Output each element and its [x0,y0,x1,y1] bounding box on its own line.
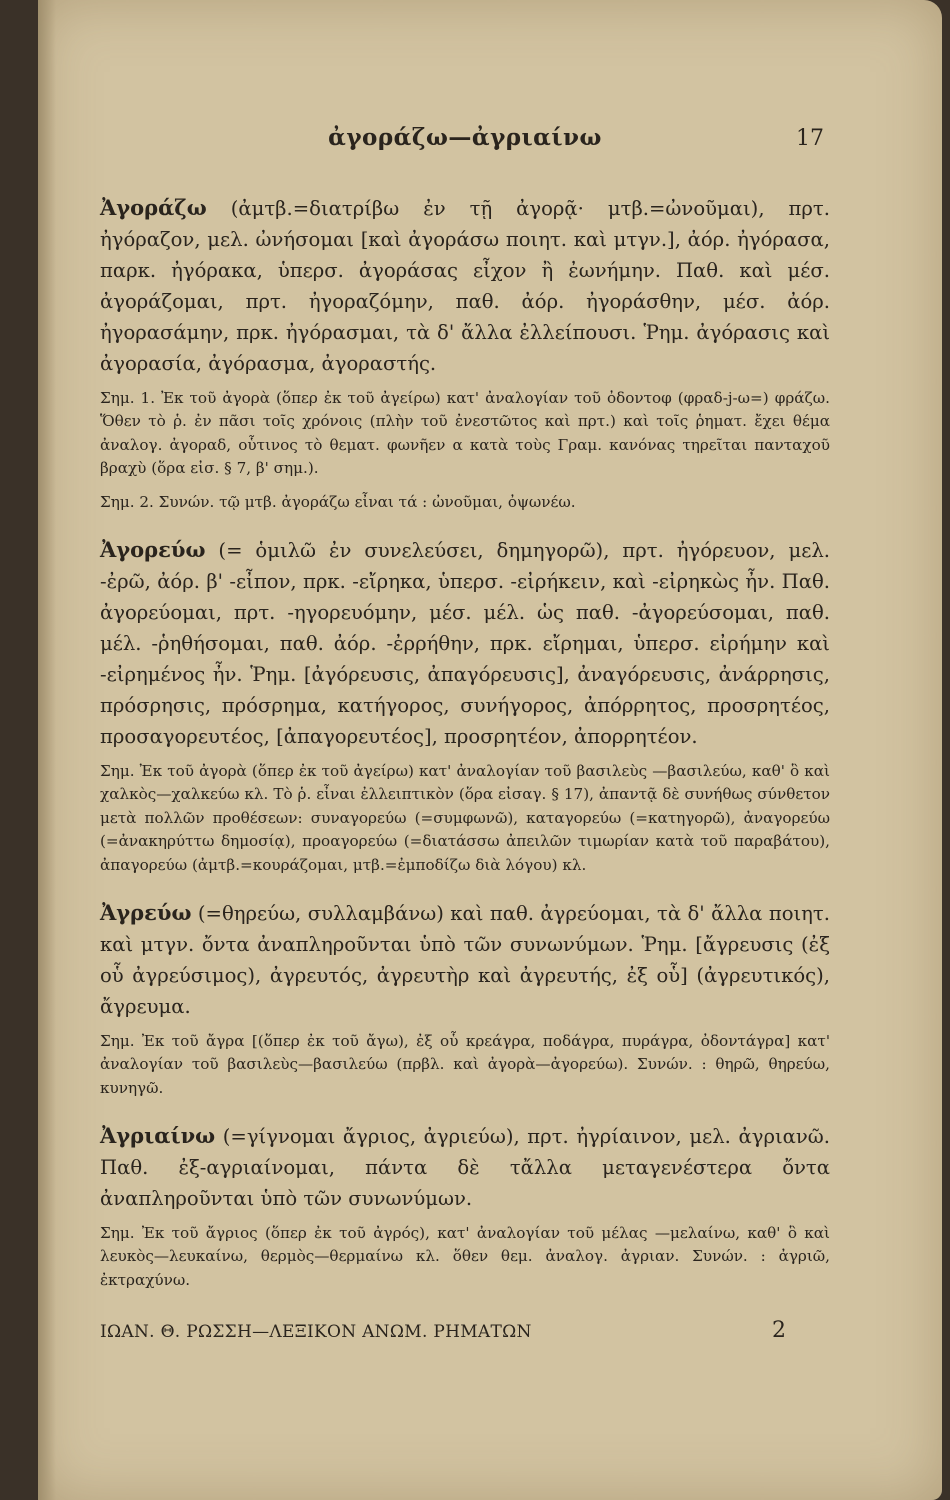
entry-body: (=γίγνομαι ἄγριος, ἀγριεύω), πρτ. ἠγρίαινον, μελ. ἀγριανῶ. Παθ. ἐξ-αγριαίνομαι, πάντα δὲ τἄλλα μεταγενέστερα ὄντα ἀναπληροῦνται ὑπὸ τῶν συνωνύμων. [100,1124,830,1210]
note: Σημ. Ἐκ τοῦ ἄγριος (ὅπερ ἐκ τοῦ ἀγρός), κατ' ἀναλογίαν τοῦ μέλας —μελαίνω, καθ' ὃ καὶ λευκὸς—λευκαίνω, θερμὸς—θερμαίνω κλ. ὅθεν θεμ. ἀναλογ. ἀγριαν. Συνών. : ἀγριῶ, ἐκτραχύνω. [100,1223,830,1289]
note: Σημ. Ἐκ τοῦ ἀγορὰ (ὅπερ ἐκ τοῦ ἀγείρω) κατ' ἀναλογίαν τοῦ βασιλεὺς —βασιλεύω, καθ' ὃ καὶ χαλκὸς—χαλκεύω κλ. Τὸ ῥ. εἶναι ἐλλειπτικὸν (ὅρα εἰσαγ. § 17), ἀπαντᾷ δὲ συνήθως σύνθετον μετὰ πολλῶν προθέσεων: συναγορεύω (=συμφωνῶ), καταγορεύω (=κατηγορῶ), ἀναγορεύω (=ἀνακηρύττω δημοσίᾳ), προαγορεύω (=διατάσσω ἀπειλῶν τιμωρίαν κατὰ τοῦ παραβάτου), ἀπαγορεύω (ἀμτβ.=κουράζομαι, μτβ.=ἐμποδίζω διὰ λόγου) κλ. [100,761,830,874]
dictionary-entries [100,172,830,1302]
page-number: 17 [796,126,824,151]
signature-mark: 2 [772,1318,786,1343]
lemma: Ἀγορεύω [100,536,206,562]
page-footer [100,1318,830,1352]
running-title: ἀγοράζω—ἀγριαίνω [328,124,602,151]
entry-body: (= ὁμιλῶ ἐν συνελεύσει, δημηγορῶ), πρτ. ἠγόρευον, μελ. -ἐρῶ, ἀόρ. β' -εἶπον, πρκ. -εἴρηκα, ὑπερσ. -εἰρήκειν, καὶ -εἰρηκὼς ἦν. Παθ. ἀγορεύομαι, πρτ. -ηγορευόμην, μέσ. μέλ. ὡς παθ. -ἀγορεύσομαι, παθ. μέλ. -ῥηθήσομαι, παθ. ἀόρ. -ἐρρήθην, πρκ. εἴρημαι, ὑπερσ. εἰρήμην καὶ -εἰρημένος ἦν. Ῥημ. [ἀγόρευσις, ἀπαγόρευσις], ἀναγόρευσις, ἀνάρρησις, πρόσρησις, πρόσρημα, κατήγορος, συνήγορος, ἀπόρρητος, προσρητέος, προσαγορευτέος, [ἀπαγορευτέος], προσρητέον, ἀπορρητέον. [100,538,831,748]
running-head [100,124,830,164]
entry-agorazo [100,192,830,379]
entry-agreuo [100,897,830,1022]
footer-imprint: ΙΩΑΝ. Θ. ΡΩΣΣΗ—ΛΕΞΙΚΟΝ ΑΝΩΜ. ΡΗΜΑΤΩΝ [100,1322,532,1342]
note: Σημ. 1. Ἐκ τοῦ ἀγορὰ (ὅπερ ἐκ τοῦ ἀγείρω) κατ' ἀναλογίαν τοῦ ὀδοντοφ (φραδ-j-ω=) φράζω. Ὅθεν τὸ ῥ. ἐν πᾶσι τοῖς χρόνοις (πλὴν τοῦ ἐνεστῶτος καὶ πρτ.) καὶ τοῖς ῥηματ. ἔχει θέμα ἀναλογ. ἀγοραδ, οὗτινος τὸ θεματ. φωνῆεν α κατὰ τοὺς Γραμ. κανόνας τηρεῖται πανταχοῦ βραχὺ (ὅρα εἰσ. § 7, β' σημ.). [100,388,830,478]
book-page [38,0,942,1500]
entry-body: (ἀμτβ.=διατρίβω ἐν τῇ ἀγορᾷ· μτβ.=ὠνοῦμαι), πρτ. ἠγόραζον, μελ. ὠνήσομαι [καὶ ἀγοράσω ποιητ. καὶ μτγν.], ἀόρ. ἠγόρασα, παρκ. ἠγόρακα, ὑπερσ. ἀγοράσας εἶχον ἢ ἐωνήμην. Παθ. καὶ μέσ. ἀγοράζομαι, πρτ. ἠγοραζόμην, παθ. ἀόρ. ἠγοράσθην, μέσ. ἀόρ. ἠγορασάμην, πρκ. ἠγόρασμαι, τὰ δ' ἄλλα ἐλλείπουσι. Ῥημ. ἀγόρασις καὶ ἀγορασία, ἀγόρασμα, ἀγοραστής. [100,196,830,375]
note: Σημ. Ἐκ τοῦ ἄγρα [(ὅπερ ἐκ τοῦ ἄγω), ἐξ οὗ κρεάγρα, ποδάγρα, πυράγρα, ὀδοντάγρα] κατ' ἀναλογίαν τοῦ βασιλεὺς—βασιλεύω (πρβλ. καὶ ἀγορὰ—ἀγορεύω). Συνών. : θηρῶ, θηρεύω, κυνηγῶ. [100,1031,830,1097]
entry-body: (=θηρεύω, συλλαμβάνω) καὶ παθ. ἀγρεύομαι, τὰ δ' ἄλλα ποιητ. καὶ μτγν. ὄντα ἀναπληροῦνται ὑπὸ τῶν συνωνύμων. Ῥημ. [ἄγρευσις (ἐξ οὗ ἀγρεύσιμος), ἀγρευτός, ἀγρευτὴρ καὶ ἀγρευτής, ἐξ οὗ] (ἀγρευτικός), ἄγρευμα. [100,901,830,1018]
note: Σημ. 2. Συνών. τῷ μτβ. ἀγοράζω εἶναι τά : ὠνοῦμαι, ὀψωνέω. [100,492,576,511]
entry-agriaino [100,1120,830,1214]
lemma: Ἀγριαίνω [100,1122,216,1148]
entry-agoreuo [100,534,830,752]
lemma: Ἀγρεύω [100,899,192,925]
lemma: Ἀγοράζω [100,194,207,220]
